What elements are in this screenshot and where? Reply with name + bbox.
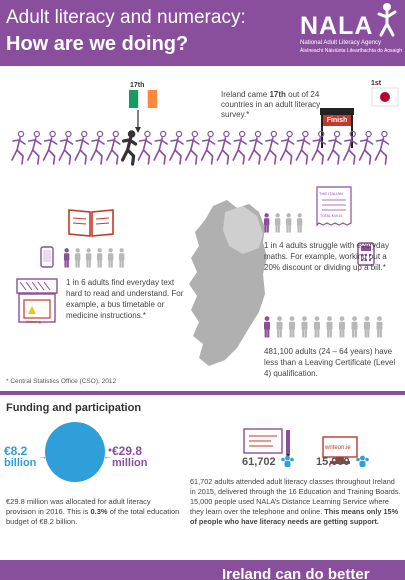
small-circle-icon xyxy=(108,448,112,452)
runner-icon xyxy=(28,131,41,164)
book-icon xyxy=(67,208,115,238)
runner-icon xyxy=(312,131,325,164)
people-leaving-cert xyxy=(263,316,393,340)
runner-icon xyxy=(170,131,183,164)
person-icon xyxy=(314,316,320,337)
person-icon xyxy=(339,316,345,337)
ranking-text: Ireland came 17th out of 24 countries in an adult literacy survey.* xyxy=(221,90,321,119)
logo-subtitle-ga: Áisíneacht Náisiúnta Litearthachta do Aosaigh xyxy=(300,48,403,54)
title-line-2: How are we doing? xyxy=(6,33,189,55)
total-budget: €8.2 billion xyxy=(4,444,37,469)
runners-row xyxy=(0,126,405,176)
runner-icon xyxy=(233,131,246,164)
runner-icon xyxy=(296,131,309,164)
person-icon xyxy=(286,213,291,232)
person-icon xyxy=(64,248,69,267)
ireland-map-icon xyxy=(185,198,270,373)
person-icon xyxy=(277,316,283,337)
person-icon xyxy=(327,316,333,337)
arrow-left-icon: → xyxy=(38,451,47,461)
arrow-right-icon: ← xyxy=(103,451,112,461)
rank-ireland: 17th xyxy=(130,82,145,89)
figure-logo-icon xyxy=(376,2,398,36)
person-icon xyxy=(75,248,80,267)
runner-icon xyxy=(344,131,357,164)
person-icon xyxy=(86,248,91,267)
runner-icon xyxy=(360,131,373,164)
person-icon xyxy=(264,213,269,232)
runner-icon xyxy=(186,131,199,164)
people-group-icon-2 xyxy=(356,455,369,467)
pharmacy-icon xyxy=(16,278,58,324)
warning-label: Warning xyxy=(26,319,41,324)
runner-icon xyxy=(91,131,104,164)
classroom-board-icon xyxy=(243,428,283,454)
person-icon xyxy=(364,316,370,337)
rank-first: 1st xyxy=(371,80,382,87)
people-group-icon xyxy=(281,455,294,467)
person-icon xyxy=(275,213,280,232)
nala-logo xyxy=(300,2,402,60)
participation-text: 61,702 adults attended adult literacy classes throughout Ireland in 2015, delivered through the 16 Education and Training Boards. 15,000 people used NALA’s Distance Learning Service where they learn over the telephone and online. This means only 15% of people who have literacy needs are getting support. xyxy=(190,477,401,526)
receipt-total: TOTAL €49.15 xyxy=(320,214,343,218)
receipt-title: THE ITALIAN xyxy=(319,191,343,196)
section-divider xyxy=(0,391,405,395)
header-banner xyxy=(0,0,405,66)
stat-leaving-cert: 481,100 adults (24 – 64 years) have less than a Leaving Certificate (Level 4) qualification. xyxy=(264,347,396,378)
runner-icon xyxy=(75,131,88,164)
person-icon xyxy=(377,316,383,337)
stat-one-in-four: 1 in 4 adults struggle with everyday maths. For example, working out a 20% discount or dividing up a bill.* xyxy=(264,241,389,272)
person-icon xyxy=(302,316,308,337)
person-icon xyxy=(352,316,358,337)
person-icon xyxy=(297,213,302,232)
ireland-flag-icon xyxy=(129,90,157,108)
runner-icon xyxy=(138,131,151,164)
japan-flag-icon xyxy=(372,88,398,106)
runner-icon xyxy=(154,131,167,164)
runner-icon xyxy=(375,131,388,164)
phone-icon xyxy=(40,246,54,268)
people-1-in-4 xyxy=(263,213,309,235)
title-line-1: Adult literacy and numeracy: xyxy=(6,7,246,28)
runner-icon xyxy=(123,131,136,164)
runner-icon xyxy=(328,131,341,164)
person-icon xyxy=(97,248,102,267)
footnote: * Central Statistics Office (CSO), 2012 xyxy=(6,378,117,385)
writeon-label: writeon.ie xyxy=(325,445,351,451)
runner-icon xyxy=(202,131,215,164)
literacy-budget: €29.8 million xyxy=(112,444,148,469)
runner-icon xyxy=(281,131,294,164)
budget-circle xyxy=(45,422,105,482)
logo-subtitle-en: National Adult Literacy Agency xyxy=(300,40,382,46)
people-1-in-6 xyxy=(63,248,133,270)
classes-count: 61,702 xyxy=(242,456,276,468)
runner-icon xyxy=(44,131,57,164)
logo-word: NALA xyxy=(300,12,374,40)
person-icon xyxy=(264,316,270,337)
runner-icon xyxy=(249,131,262,164)
finish-sign: Finish xyxy=(322,115,352,126)
runner-icon xyxy=(107,131,120,164)
runner-icon xyxy=(265,131,278,164)
person-icon xyxy=(119,248,124,267)
runner-icon xyxy=(217,131,230,164)
footer-text: Ireland can do better xyxy=(222,566,370,580)
runner-icon xyxy=(12,131,25,164)
person-icon xyxy=(108,248,113,267)
funding-title: Funding and participation xyxy=(6,402,142,414)
person-icon xyxy=(289,316,295,337)
stat-one-in-six: 1 in 6 adults find everyday text hard to read and understand. For example, a bus timetable or medicine instructions.* xyxy=(66,278,184,320)
distance-count: 15,000 xyxy=(316,456,350,468)
funding-text: €29.8 million was allocated for adult literacy provision in 2016. This is 0.3% of the total education budget of €8.2 billion. xyxy=(6,497,180,526)
runner-icon xyxy=(59,131,72,164)
